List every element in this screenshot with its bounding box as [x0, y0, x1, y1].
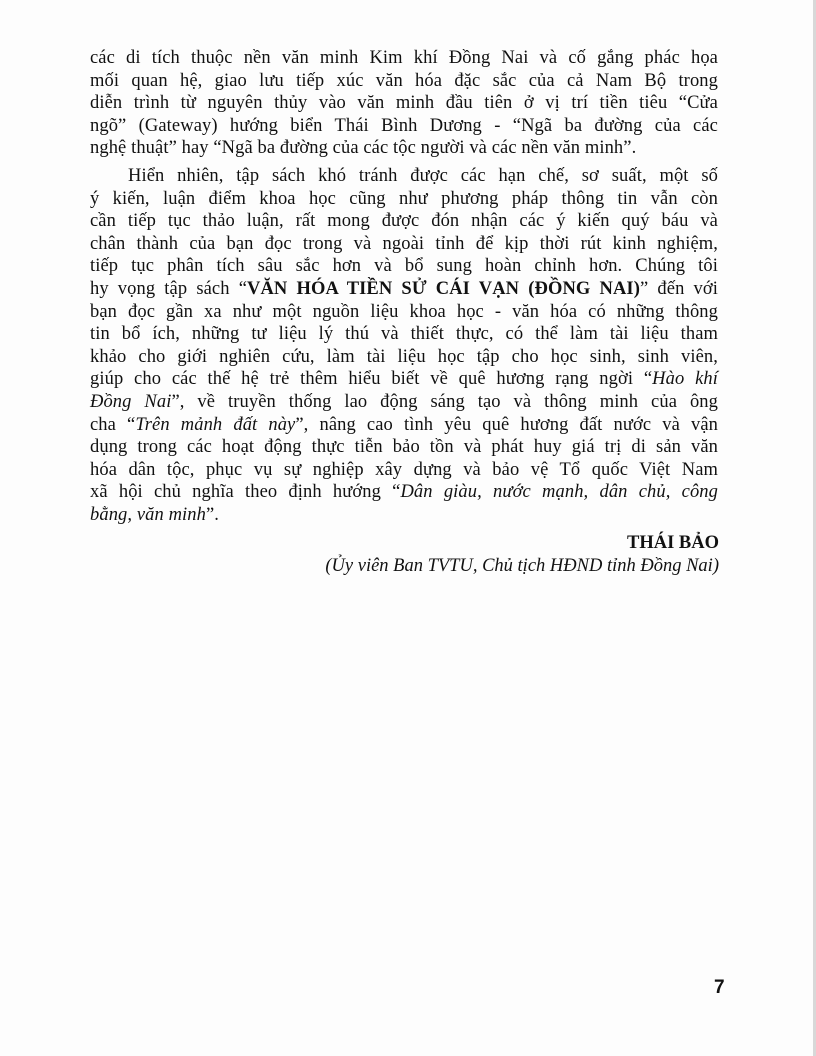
- body-text: [90, 47, 718, 526]
- text-line: [90, 391, 718, 414]
- text-line: tiếp tục phân tích sâu sắc hơn và bổ sung hoàn chỉnh hơn. Chúng tôi: [90, 256, 718, 277]
- paragraph-1: [90, 47, 718, 160]
- text-run: ”, về truyền thống lao động sáng tạo và thông minh của ông: [171, 391, 718, 412]
- text-line: tin bổ ích, những tư liệu lý thú và thiết thực, có thể làm tài liệu tham: [90, 324, 718, 345]
- italic-quote: bằng, văn minh: [90, 504, 206, 525]
- text-run: ”, nâng cao tình yêu quê hương đất nước và vận: [295, 414, 718, 435]
- text-line: ý kiến, luận điểm khoa học cũng như phương pháp thông tin vẫn còn: [90, 188, 718, 209]
- text-line: ngõ” (Gateway) hướng biển Thái Bình Dương - “Ngã ba đường của các: [90, 115, 718, 136]
- text-line: dụng trong các hoạt động thực tiễn bảo tồn và phát huy giá trị di sản văn: [90, 437, 718, 458]
- text-line: bạn đọc gần xa như một nguồn liệu khoa học - văn hóa có những thông: [90, 301, 718, 322]
- text-line: mối quan hệ, giao lưu tiếp xúc văn hóa đặc sắc của cả Nam Bộ trong: [90, 70, 718, 91]
- text-line: diễn trình từ nguyên thủy vào văn minh đầu tiên ở vị trí tiền tiêu “Cửa: [90, 93, 718, 114]
- text-line: các di tích thuộc nền văn minh Kim khí Đồng Nai và cố gắng phác họa: [90, 48, 718, 68]
- text-run: hy vọng tập sách “: [90, 278, 248, 299]
- text-run: ” đến với: [639, 278, 718, 299]
- text-line: [90, 504, 718, 527]
- signature-title: (Ủy viên Ban TVTU, Chủ tịch HĐND tỉnh Đồng Nai): [325, 556, 719, 576]
- text-line: [90, 414, 718, 437]
- book-title: VĂN HÓA TIỀN SỬ CÁI VẠN (ĐỒNG NAI): [247, 278, 640, 299]
- italic-quote: Dân giàu, nước mạnh, dân chủ, công: [400, 482, 718, 503]
- text-line: [90, 278, 718, 301]
- text-run: cha “: [90, 414, 136, 435]
- text-line: khảo cho giới nghiên cứu, làm tài liệu học tập cho học sinh, sinh viên,: [90, 346, 718, 367]
- paragraph-2: [90, 165, 718, 527]
- text-run: giúp cho các thế hệ trẻ thêm hiểu biết về quê hương rạng ngời “: [90, 369, 653, 390]
- text-line: chân thành của bạn đọc trong và ngoài tỉnh để kịp thời rút kinh nghiệm,: [90, 233, 718, 254]
- signature-name: THÁI BẢO: [626, 533, 719, 553]
- text-line: [90, 368, 718, 391]
- text-line: hóa dân tộc, phục vụ sự nghiệp xây dựng và bảo vệ Tổ quốc Việt Nam: [90, 459, 718, 480]
- italic-quote: Đồng Nai: [90, 391, 172, 412]
- text-line: Hiển nhiên, tập sách khó tránh được các hạn chế, sơ suất, một số: [128, 165, 718, 186]
- page-number: 7: [714, 977, 725, 998]
- text-run: xã hội chủ nghĩa theo định hướng “: [90, 482, 401, 503]
- italic-quote: Trên mảnh đất này: [135, 414, 296, 435]
- text-run: ”.: [206, 504, 220, 525]
- text-line: cần tiếp tục thảo luận, rất mong được đón nhận các ý kiến quý báu và: [90, 211, 718, 232]
- text-line: [90, 481, 718, 504]
- text-line: nghệ thuật” hay “Ngã ba đường của các tộc người và các nền văn minh”.: [90, 138, 637, 159]
- italic-quote: Hào khí: [652, 369, 718, 390]
